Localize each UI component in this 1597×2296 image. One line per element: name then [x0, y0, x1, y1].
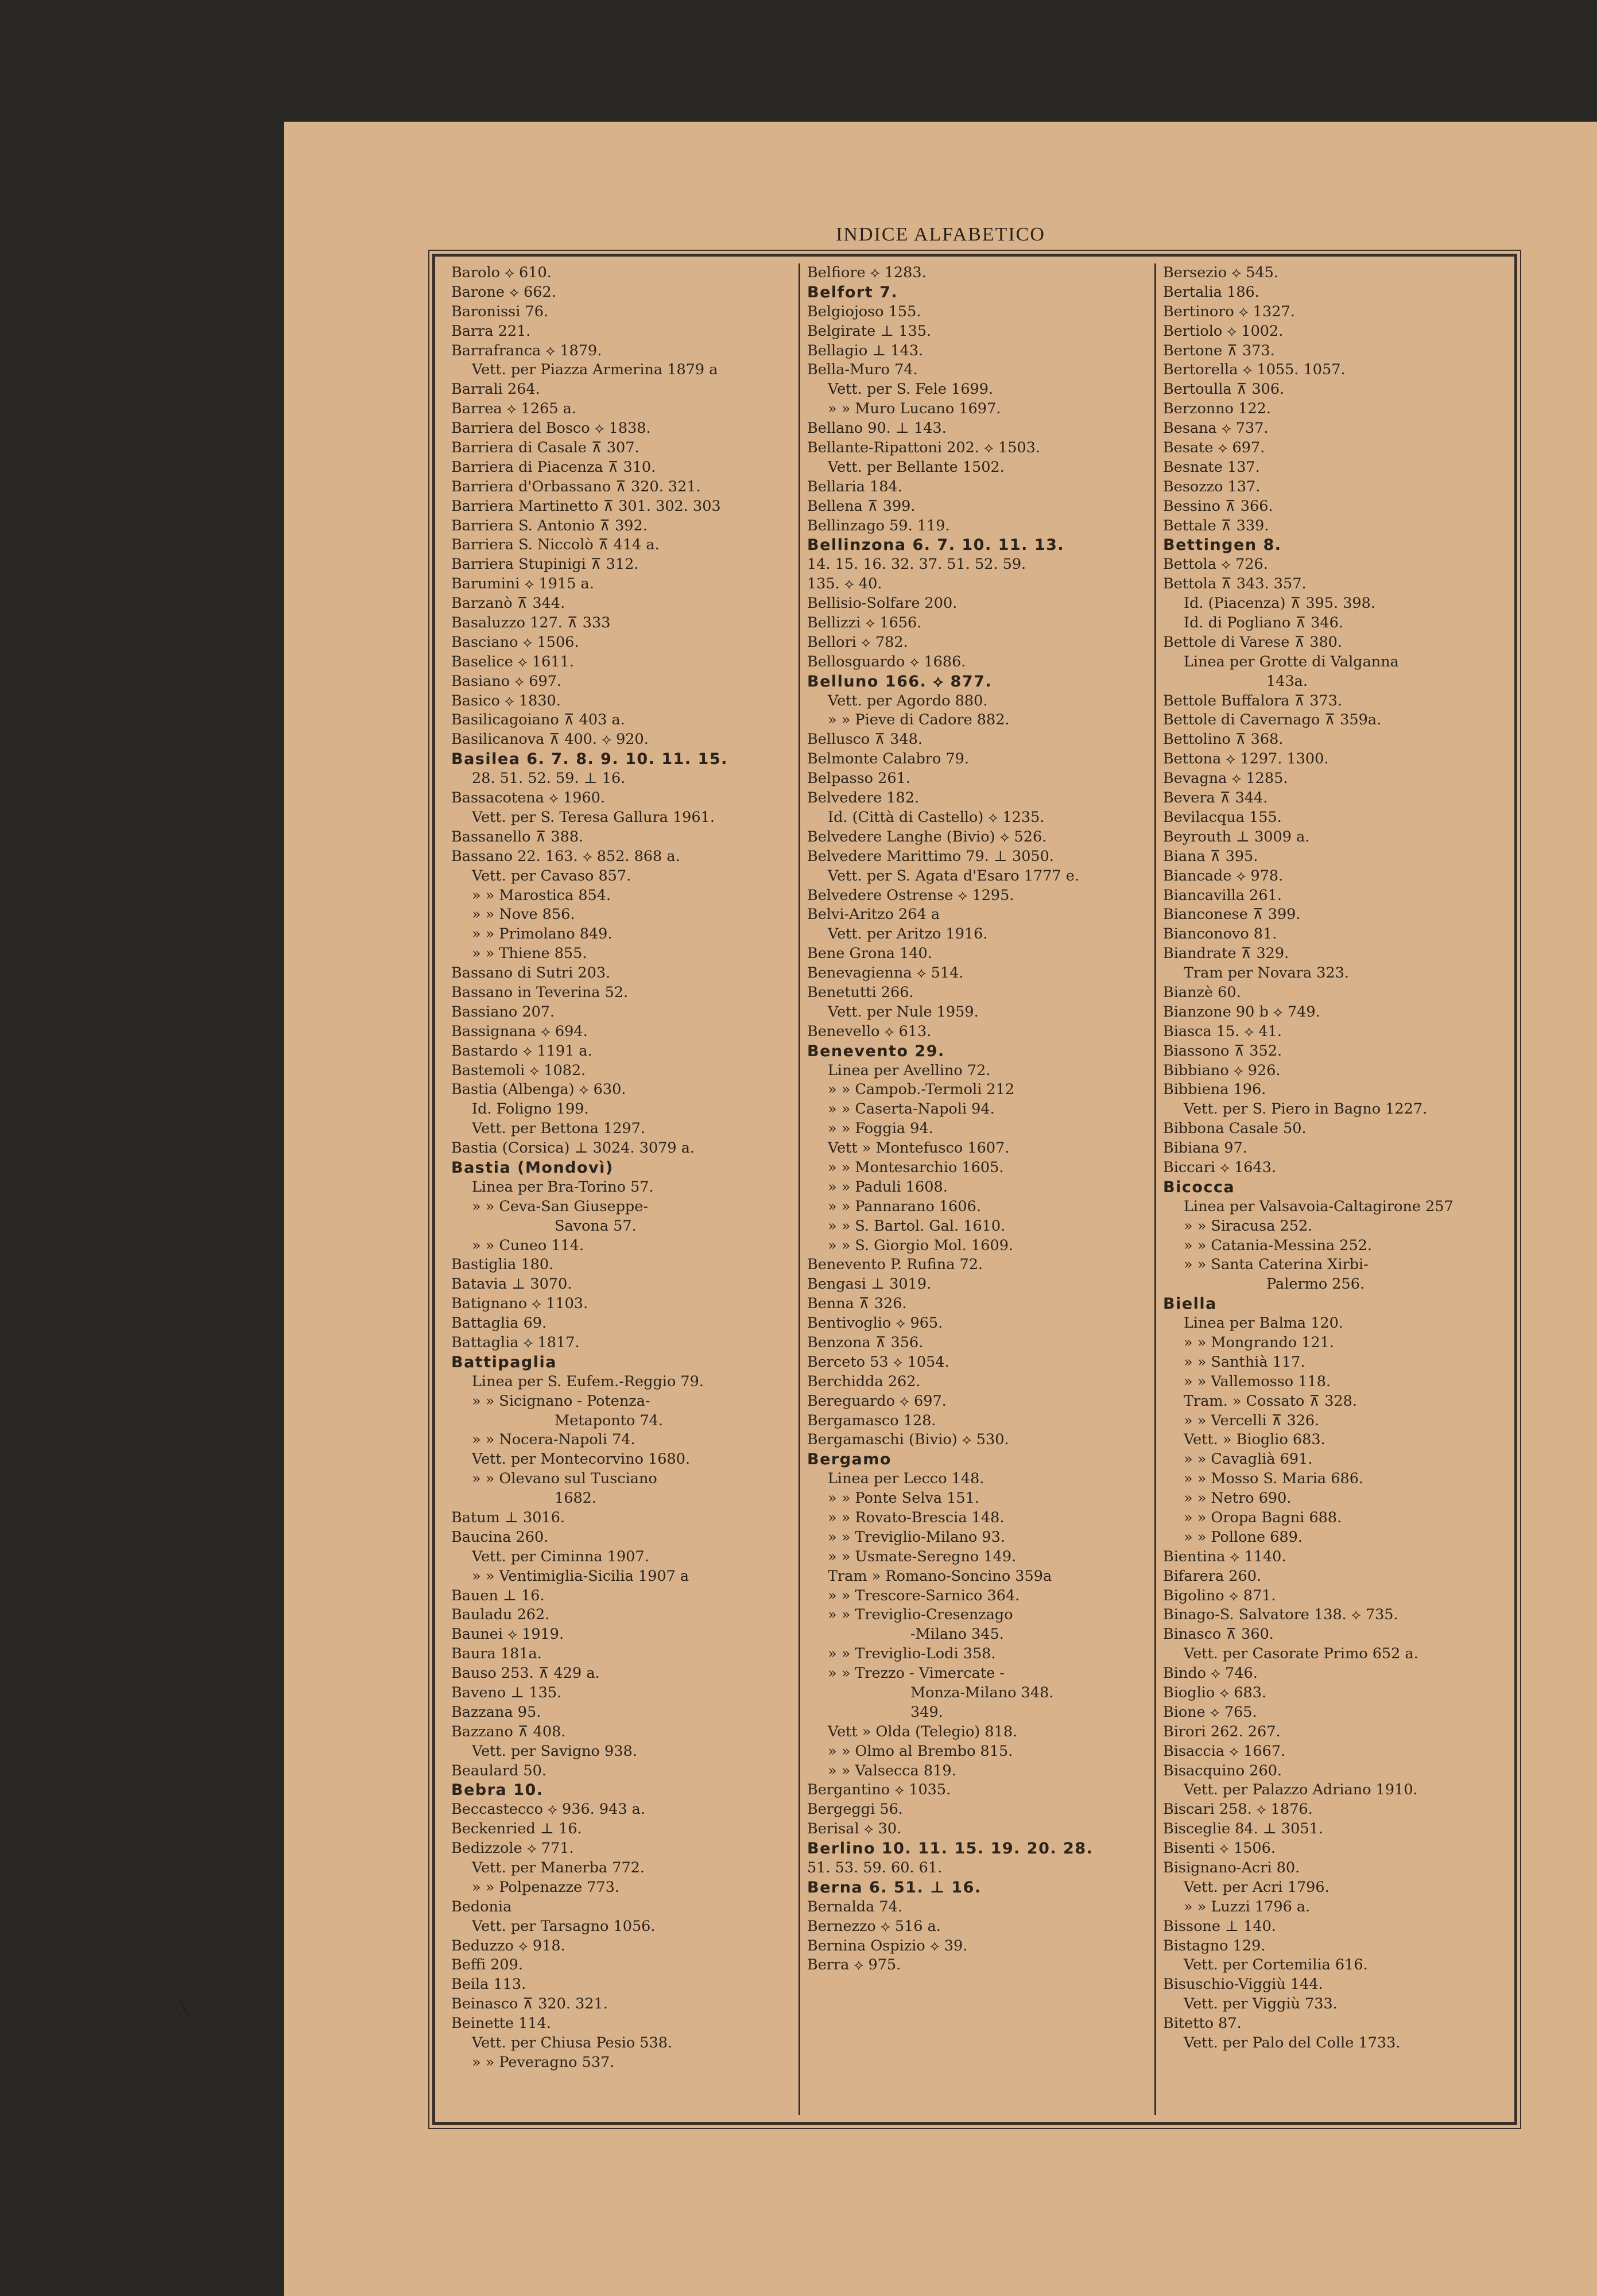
- index-entry: 349.: [910, 1703, 943, 1721]
- index-entry: Bella-Muro 74.: [807, 361, 918, 379]
- index-entry: » » Sicignano - Potenza-: [472, 1392, 650, 1410]
- index-entry: Biandrate ⊼ 329.: [1163, 945, 1289, 963]
- index-entry: Barriera del Bosco ⟡ 1838.: [451, 420, 651, 437]
- index-entry: Bellena ⊼ 399.: [807, 497, 916, 515]
- index-entry: Bifarera 260.: [1163, 1567, 1262, 1585]
- index-entry: » » Santa Caterina Xirbi-: [1184, 1256, 1369, 1274]
- index-entry: Benevello ⟡ 613.: [807, 1022, 932, 1040]
- index-entry: Bertoulla ⊼ 306.: [1163, 381, 1285, 398]
- index-entry: Berna 6. 51. ⊥ 16.: [807, 1878, 982, 1896]
- index-entry: Vett. per Bettona 1297.: [472, 1120, 645, 1138]
- index-entry: Bettola ⊼ 343. 357.: [1163, 575, 1307, 593]
- index-entry: Vett. per Agordo 880.: [828, 692, 988, 709]
- index-entry: » » Nocera-Napoli 74.: [472, 1431, 635, 1449]
- index-entry: Bertorella ⟡ 1055. 1057.: [1163, 361, 1346, 379]
- index-entry: Bevagna ⟡ 1285.: [1163, 770, 1288, 788]
- index-entry: 28. 51. 52. 59. ⊥ 16.: [472, 770, 626, 788]
- index-entry: Bedizzole ⟡ 771.: [451, 1840, 574, 1857]
- index-entry: Bissone ⊥ 140.: [1163, 1917, 1276, 1935]
- index-entry: Linea per Balma 120.: [1184, 1314, 1343, 1332]
- index-entry: Vett. per S. Piero in Bagno 1227.: [1184, 1100, 1428, 1118]
- index-entry: Barriera di Piacenza ⊼ 310.: [451, 458, 656, 476]
- column-divider: [1154, 263, 1156, 2115]
- index-entry: Vett. » Bioglio 683.: [1184, 1431, 1325, 1449]
- index-entry: Bevera ⊼ 344.: [1163, 789, 1268, 807]
- index-entry: Vett. per Nule 1959.: [828, 1003, 979, 1021]
- index-entry: Beyrouth ⊥ 3009 a.: [1163, 828, 1310, 846]
- index-entry: » » Oropa Bagni 688.: [1184, 1509, 1342, 1526]
- index-entry: Bentivoglio ⟡ 965.: [807, 1314, 943, 1332]
- index-entry: Linea per Valsavoia-Caltagirone 257: [1184, 1197, 1453, 1215]
- index-entry: » » Ponte Selva 151.: [828, 1490, 979, 1507]
- index-entry: Barrafranca ⟡ 1879.: [451, 342, 602, 359]
- index-entry: Bazzano ⊼ 408.: [451, 1723, 566, 1740]
- index-entry: Id. Foligno 199.: [472, 1100, 589, 1118]
- index-entry: » » Vercelli ⊼ 326.: [1184, 1411, 1320, 1429]
- index-entry: Vett. per S. Agata d'Esaro 1777 e.: [828, 867, 1079, 885]
- index-entry: Bettola ⟡ 726.: [1163, 556, 1268, 573]
- index-entry: Bettale ⊼ 339.: [1163, 517, 1269, 534]
- index-entry: Bianconovo 81.: [1163, 925, 1277, 943]
- index-entry: Bettole di Varese ⊼ 380.: [1163, 633, 1343, 651]
- index-entry: Vett. per Casorate Primo 652 a.: [1184, 1645, 1418, 1663]
- index-entry: Vett » Montefusco 1607.: [828, 1139, 1010, 1157]
- index-entry: 51. 53. 59. 60. 61.: [807, 1859, 943, 1877]
- index-entry: Bianzone 90 b ⟡ 749.: [1163, 1003, 1320, 1021]
- index-entry: Benevagienna ⟡ 514.: [807, 964, 964, 982]
- index-entry: Tram. » Cossato ⊼ 328.: [1184, 1392, 1357, 1410]
- index-entry: Bibbiano ⟡ 926.: [1163, 1061, 1281, 1079]
- index-entry: » » Netro 690.: [1184, 1490, 1292, 1507]
- index-entry: Bicocca: [1163, 1178, 1235, 1196]
- index-entry: » » Pieve di Cadore 882.: [828, 711, 1010, 729]
- index-entry: Bellisio-Solfare 200.: [807, 595, 958, 612]
- index-entry: Bertiolo ⟡ 1002.: [1163, 322, 1284, 340]
- index-entry: Linea per Bra-Torino 57.: [472, 1178, 654, 1196]
- index-entry: Bassignana ⟡ 694.: [451, 1022, 588, 1040]
- index-entry: » » Campob.-Termoli 212: [828, 1081, 1015, 1099]
- index-entry: Baucina 260.: [451, 1528, 549, 1546]
- index-entry: » » Usmate-Seregno 149.: [828, 1548, 1017, 1565]
- index-entry: Biana ⊼ 395.: [1163, 847, 1258, 865]
- index-entry: Bebra 10.: [451, 1781, 544, 1799]
- index-entry: Id. (Città di Castello) ⟡ 1235.: [828, 808, 1045, 826]
- index-entry: 14. 15. 16. 32. 37. 51. 52. 59.: [807, 556, 1026, 573]
- index-entry: Bettole Buffalora ⊼ 373.: [1163, 692, 1343, 709]
- index-entry: 135. ⟡ 40.: [807, 575, 882, 593]
- index-entry: Belpasso 261.: [807, 770, 910, 788]
- index-entry: Biccari ⟡ 1643.: [1163, 1158, 1277, 1176]
- index-entry: Id. di Pogliano ⊼ 346.: [1184, 614, 1343, 632]
- index-entry: Bellante-Ripattoni 202. ⟡ 1503.: [807, 439, 1040, 457]
- index-column-2: [807, 263, 1148, 2115]
- index-entry: Bastemoli ⟡ 1082.: [451, 1061, 586, 1079]
- index-entry: Benzona ⊼ 356.: [807, 1333, 924, 1351]
- index-entry: » » Marostica 854.: [472, 886, 611, 904]
- index-entry: Belluno 166. ⟡ 877.: [807, 672, 993, 691]
- index-entry: » » Vallemosso 118.: [1184, 1372, 1331, 1390]
- index-entry: » » Polpenazze 773.: [472, 1878, 619, 1896]
- index-entry: Bernezzo ⟡ 516 a.: [807, 1917, 941, 1935]
- index-entry: Barone ⟡ 662.: [451, 283, 556, 301]
- index-column-1: [451, 263, 792, 2115]
- index-entry: Batum ⊥ 3016.: [451, 1509, 565, 1526]
- index-entry: Bellaria 184.: [807, 478, 902, 495]
- index-entry: » » Montesarchio 1605.: [828, 1158, 1004, 1176]
- index-entry: Basaluzzo 127. ⊼ 333: [451, 614, 611, 632]
- index-entry: Bassacotena ⟡ 1960.: [451, 789, 605, 807]
- index-entry: Bazzana 95.: [451, 1703, 541, 1721]
- index-column-3: [1163, 263, 1504, 2115]
- index-entry: » » Ventimiglia-Sicilia 1907 a: [472, 1567, 689, 1585]
- index-entry: Bianconese ⊼ 399.: [1163, 906, 1301, 924]
- index-entry: Vett. per Tarsagno 1056.: [472, 1917, 656, 1935]
- index-entry: Berchidda 262.: [807, 1372, 921, 1390]
- index-entry: Vett. per Savigno 938.: [472, 1742, 637, 1760]
- index-entry: Belvi-Aritzo 264 a: [807, 906, 940, 924]
- index-entry: Bauladu 262.: [451, 1606, 550, 1624]
- index-entry: Bioglio ⟡ 683.: [1163, 1684, 1267, 1702]
- index-entry: » » Foggia 94.: [828, 1120, 933, 1138]
- index-entry: Barriera d'Orbassano ⊼ 320. 321.: [451, 478, 701, 495]
- index-entry: Vett. per Aritzo 1916.: [828, 925, 988, 943]
- index-entry: » » Catania-Messina 252.: [1184, 1236, 1373, 1254]
- index-entry: Bergamaschi (Bivio) ⟡ 530.: [807, 1431, 1009, 1449]
- index-entry: Vett. per Ciminna 1907.: [472, 1548, 649, 1565]
- index-entry: Bigolino ⟡ 871.: [1163, 1587, 1276, 1604]
- index-entry: Bellori ⟡ 782.: [807, 633, 908, 651]
- index-entry: » » Valsecca 819.: [828, 1762, 956, 1779]
- index-entry: Bibbiena 196.: [1163, 1081, 1266, 1099]
- index-entry: » » Peveragno 537.: [472, 2053, 615, 2071]
- index-entry: Bisaccia ⟡ 1667.: [1163, 1742, 1286, 1760]
- index-entry: » » Trezzo - Vimercate -: [828, 1665, 1005, 1682]
- index-entry: Bessino ⊼ 366.: [1163, 497, 1273, 515]
- index-entry: Bibbona Casale 50.: [1163, 1120, 1307, 1138]
- index-entry: Berisal ⟡ 30.: [807, 1820, 902, 1838]
- column-divider: [798, 263, 800, 2115]
- index-entry: Monza-Milano 348.: [910, 1684, 1054, 1702]
- index-entry: Bellosguardo ⟡ 1686.: [807, 653, 966, 670]
- index-entry: » » Caserta-Napoli 94.: [828, 1100, 995, 1118]
- book-page: [284, 122, 1597, 2296]
- index-entry: Vett. per Viggiù 733.: [1184, 1995, 1338, 2013]
- index-entry: Savona 57.: [555, 1217, 637, 1235]
- index-entry: Benevento P. Rufina 72.: [807, 1256, 983, 1274]
- index-entry: Bastardo ⟡ 1191 a.: [451, 1042, 592, 1060]
- index-entry: Bastia (Corsica) ⊥ 3024. 3079 a.: [451, 1139, 695, 1157]
- index-entry: Bellinzona 6. 7. 10. 11. 13.: [807, 536, 1065, 554]
- index-entry: » » S. Giorgio Mol. 1609.: [828, 1236, 1014, 1254]
- index-entry: Biella: [1163, 1295, 1217, 1313]
- index-entry: Bernalda 74.: [807, 1898, 902, 1915]
- index-entry: 143a.: [1266, 672, 1308, 690]
- index-entry: Basilea 6. 7. 8. 9. 10. 11. 15.: [451, 750, 728, 769]
- index-entry: Bione ⟡ 765.: [1163, 1703, 1257, 1721]
- index-entry: Bauso 253. ⊼ 429 a.: [451, 1665, 600, 1682]
- index-entry: Barriera S. Antonio ⊼ 392.: [451, 517, 648, 534]
- index-entry: Binago-S. Salvatore 138. ⟡ 735.: [1163, 1606, 1398, 1624]
- index-entry: » » Siracusa 252.: [1184, 1217, 1313, 1235]
- index-entry: Beduzzo ⟡ 918.: [451, 1937, 565, 1954]
- index-entry: Belvedere Marittimo 79. ⊥ 3050.: [807, 847, 1054, 865]
- index-entry: » » Olevano sul Tusciano: [472, 1470, 657, 1488]
- index-entry: Vett. per Chiusa Pesio 538.: [472, 2034, 673, 2052]
- index-entry: Linea per Grotte di Valganna: [1184, 653, 1399, 670]
- footer-mark: X: [177, 1998, 192, 2021]
- index-entry: Baveno ⊥ 135.: [451, 1684, 562, 1702]
- index-entry: Benevento 29.: [807, 1042, 945, 1060]
- index-entry: Besozzo 137.: [1163, 478, 1261, 495]
- index-entry: » » Ceva-San Giuseppe-: [472, 1197, 648, 1215]
- index-entry: Bassano in Teverina 52.: [451, 983, 629, 1001]
- index-entry: Bellizzi ⟡ 1656.: [807, 614, 922, 632]
- index-entry: Bergeggi 56.: [807, 1801, 903, 1818]
- index-entry: Linea per S. Eufem.-Reggio 79.: [472, 1372, 704, 1390]
- index-entry: Bellano 90. ⊥ 143.: [807, 420, 947, 437]
- index-entry: Tram per Novara 323.: [1184, 964, 1349, 982]
- index-entry: Barriera di Casale ⊼ 307.: [451, 439, 639, 457]
- index-entry: Belfiore ⟡ 1283.: [807, 264, 927, 281]
- index-entry: Vett. per Manerba 772.: [472, 1859, 645, 1877]
- index-entry: Berlino 10. 11. 15. 19. 20. 28.: [807, 1840, 1094, 1858]
- index-entry: Basiano ⟡ 697.: [451, 672, 562, 690]
- index-entry: Baunei ⟡ 1919.: [451, 1626, 564, 1643]
- index-entry: Biancade ⟡ 978.: [1163, 867, 1284, 885]
- index-entry: Bene Grona 140.: [807, 945, 932, 963]
- index-entry: » » Pollone 689.: [1184, 1528, 1303, 1546]
- index-entry: Vett. per Palo del Colle 1733.: [1184, 2034, 1401, 2052]
- index-entry: Palermo 256.: [1266, 1275, 1365, 1293]
- index-entry: Beckenried ⊥ 16.: [451, 1820, 582, 1838]
- index-entry: Bellusco ⊼ 348.: [807, 731, 922, 748]
- index-entry: Vett. per Cortemilia 616.: [1184, 1956, 1368, 1974]
- index-entry: Bisignano-Acri 80.: [1163, 1859, 1300, 1877]
- index-entry: Baura 181a.: [451, 1645, 542, 1663]
- index-entry: Biancavilla 261.: [1163, 886, 1282, 904]
- index-entry: Bassano di Sutri 203.: [451, 964, 611, 982]
- index-entry: » » Mongrando 121.: [1184, 1333, 1334, 1351]
- index-entry: Bettona ⟡ 1297. 1300.: [1163, 750, 1329, 768]
- index-entry: Beinette 114.: [451, 2015, 551, 2033]
- index-entry: Barrea ⟡ 1265 a.: [451, 400, 576, 418]
- index-entry: -Milano 345.: [910, 1626, 1004, 1643]
- index-entry: » » Cavaglià 691.: [1184, 1450, 1313, 1468]
- index-entry: Belfort 7.: [807, 283, 898, 301]
- index-entry: Linea per Avellino 72.: [828, 1061, 991, 1079]
- index-entry: Batavia ⊥ 3070.: [451, 1275, 572, 1293]
- index-entry: Berra ⟡ 975.: [807, 1956, 901, 1974]
- index-entry: Bergamasco 128.: [807, 1411, 936, 1429]
- index-entry: Bassano 22. 163. ⟡ 852. 868 a.: [451, 847, 680, 865]
- index-entry: Vett. per Acri 1796.: [1184, 1878, 1329, 1896]
- index-entry: Battaglia 69.: [451, 1314, 547, 1332]
- index-entry: » » Pannarano 1606.: [828, 1197, 981, 1215]
- index-entry: Bastiglia 180.: [451, 1256, 554, 1274]
- index-entry: Berzonno 122.: [1163, 400, 1271, 418]
- index-entry: Bereguardo ⟡ 697.: [807, 1392, 947, 1410]
- index-entry: Batignano ⟡ 1103.: [451, 1295, 588, 1313]
- index-entry: » » S. Bartol. Gal. 1610.: [828, 1217, 1006, 1235]
- index-entry: Bertinoro ⟡ 1327.: [1163, 302, 1295, 320]
- index-entry: Vett. per Palazzo Adriano 1910.: [1184, 1781, 1418, 1799]
- index-entry: Beffi 209.: [451, 1956, 523, 1974]
- index-entry: Battipaglia: [451, 1353, 557, 1371]
- index-entry: Besate ⟡ 697.: [1163, 439, 1265, 457]
- index-entry: Besana ⟡ 737.: [1163, 420, 1269, 437]
- index-entry: Bianzè 60.: [1163, 983, 1241, 1001]
- index-entry: » » Nove 856.: [472, 906, 575, 924]
- index-entry: Bastia (Albenga) ⟡ 630.: [451, 1081, 626, 1099]
- index-entry: Benna ⊼ 326.: [807, 1295, 907, 1313]
- index-entry: Baselice ⟡ 1611.: [451, 653, 574, 670]
- index-entry: » » Treviglio-Lodi 358.: [828, 1645, 996, 1663]
- index-entry: Baronissi 76.: [451, 302, 549, 320]
- index-entry: » » Primolano 849.: [472, 925, 613, 943]
- page-header: INDICE ALFABETICO: [836, 224, 1045, 245]
- index-entry: Birori 262. 267.: [1163, 1723, 1281, 1740]
- index-entry: Bastia (Mondovì): [451, 1158, 614, 1177]
- index-entry: Battaglia ⟡ 1817.: [451, 1333, 580, 1351]
- index-entry: 1682.: [555, 1490, 597, 1507]
- index-entry: Belgirate ⊥ 135.: [807, 322, 932, 340]
- index-entry: Barumini ⟡ 1915 a.: [451, 575, 594, 593]
- index-entry: Bellagio ⊥ 143.: [807, 342, 924, 359]
- index-entry: Barra 221.: [451, 322, 531, 340]
- index-entry: Vett. per Montecorvino 1680.: [472, 1450, 691, 1468]
- index-entry: Id. (Piacenza) ⊼ 395. 398.: [1184, 595, 1375, 612]
- index-entry: Bientina ⟡ 1140.: [1163, 1548, 1286, 1565]
- index-entry: » » Cuneo 114.: [472, 1236, 584, 1254]
- index-entry: » » Olmo al Brembo 815.: [828, 1742, 1013, 1760]
- index-entry: Besnate 137.: [1163, 458, 1260, 476]
- index-entry: Bevilacqua 155.: [1163, 808, 1282, 826]
- index-entry: Belvedere Ostrense ⟡ 1295.: [807, 886, 1014, 904]
- index-entry: Vett. per Piazza Armerina 1879 a: [472, 361, 718, 379]
- index-entry: » » Treviglio-Milano 93.: [828, 1528, 1005, 1546]
- index-entry: Vett. per Bellante 1502.: [828, 458, 1005, 476]
- index-entry: Bauen ⊥ 16.: [451, 1587, 545, 1604]
- index-entry: Bisacquino 260.: [1163, 1762, 1282, 1779]
- index-entry: Beaulard 50.: [451, 1762, 546, 1779]
- index-entry: Linea per Lecco 148.: [828, 1470, 984, 1488]
- index-entry: Basico ⟡ 1830.: [451, 692, 561, 709]
- index-entry: Vett. per Cavaso 857.: [472, 867, 631, 885]
- index-entry: Benetutti 266.: [807, 983, 914, 1001]
- index-entry: Bibiana 97.: [1163, 1139, 1247, 1157]
- index-entry: Bisuschio-Viggiù 144.: [1163, 1976, 1323, 1994]
- index-entry: Basciano ⟡ 1506.: [451, 633, 579, 651]
- index-entry: Barrali 264.: [451, 381, 540, 398]
- index-entry: » » Paduli 1608.: [828, 1178, 948, 1196]
- index-entry: Belgiojoso 155.: [807, 302, 921, 320]
- index-entry: Bisenti ⟡ 1506.: [1163, 1840, 1276, 1857]
- index-entry: » » Mosso S. Maria 686.: [1184, 1470, 1364, 1488]
- index-entry: Barolo ⟡ 610.: [451, 264, 552, 281]
- index-entry: Bettole di Cavernago ⊼ 359a.: [1163, 711, 1382, 729]
- index-entry: Vett » Olda (Telegio) 818.: [828, 1723, 1018, 1740]
- index-entry: Bergantino ⟡ 1035.: [807, 1781, 951, 1799]
- index-entry: Beccastecco ⟡ 936. 943 a.: [451, 1801, 645, 1818]
- index-entry: Berceto 53 ⟡ 1054.: [807, 1353, 949, 1371]
- index-entry: » » Thiene 855.: [472, 945, 587, 963]
- index-entry: Binasco ⊼ 360.: [1163, 1626, 1274, 1643]
- index-entry: Bettolino ⊼ 368.: [1163, 731, 1284, 748]
- index-entry: Vett. per S. Fele 1699.: [828, 381, 994, 398]
- index-entry: Bisceglie 84. ⊥ 3051.: [1163, 1820, 1323, 1838]
- index-entry: Basilicagoiano ⊼ 403 a.: [451, 711, 625, 729]
- index-frame: [432, 254, 1517, 2125]
- index-entry: Bertalia 186.: [1163, 283, 1259, 301]
- index-entry: » » Rovato-Brescia 148.: [828, 1509, 1005, 1526]
- index-entry: Barzanò ⊼ 344.: [451, 595, 565, 612]
- index-entry: Barriera Martinetto ⊼ 301. 302. 303: [451, 497, 721, 515]
- index-entry: Bitetto 87.: [1163, 2015, 1242, 2033]
- index-entry: Biscari 258. ⟡ 1876.: [1163, 1801, 1313, 1818]
- index-entry: Metaponto 74.: [555, 1411, 664, 1429]
- index-entry: Belvedere Langhe (Bivio) ⟡ 526.: [807, 828, 1047, 846]
- index-entry: Bellinzago 59. 119.: [807, 517, 950, 534]
- index-entry: Beila 113.: [451, 1976, 526, 1994]
- index-entry: Barriera S. Niccolò ⊼ 414 a.: [451, 536, 660, 554]
- index-entry: » » Luzzi 1796 a.: [1184, 1898, 1311, 1915]
- index-entry: Barriera Stupinigi ⊼ 312.: [451, 556, 639, 573]
- index-entry: Bindo ⟡ 746.: [1163, 1665, 1258, 1682]
- index-entry: Tram » Romano-Soncino 359a: [828, 1567, 1052, 1585]
- index-entry: Beinasco ⊼ 320. 321.: [451, 1995, 608, 2013]
- index-entry: Biasca 15. ⟡ 41.: [1163, 1022, 1282, 1040]
- index-entry: Bersezio ⟡ 545.: [1163, 264, 1278, 281]
- index-entry: » » Trescore-Sarnico 364.: [828, 1587, 1020, 1604]
- index-entry: Bassanello ⊼ 388.: [451, 828, 584, 846]
- index-entry: Bernina Ospizio ⟡ 39.: [807, 1937, 968, 1954]
- index-entry: Bergamo: [807, 1450, 891, 1469]
- index-entry: Bedonia: [451, 1898, 512, 1915]
- index-entry: Bistagno 129.: [1163, 1937, 1266, 1954]
- index-entry: Bettingen 8.: [1163, 536, 1282, 554]
- index-entry: Bengasi ⊥ 3019.: [807, 1275, 932, 1293]
- index-entry: Vett. per S. Teresa Gallura 1961.: [472, 808, 715, 826]
- index-entry: » » Muro Lucano 1697.: [828, 400, 1001, 418]
- index-entry: » » Santhià 117.: [1184, 1353, 1305, 1371]
- index-entry: Belmonte Calabro 79.: [807, 750, 969, 768]
- index-entry: Biassono ⊼ 352.: [1163, 1042, 1282, 1060]
- index-entry: Bertone ⊼ 373.: [1163, 342, 1275, 359]
- index-entry: » » Treviglio-Cresenzago: [828, 1606, 1013, 1624]
- index-entry: Basilicanova ⊼ 400. ⟡ 920.: [451, 731, 649, 748]
- index-entry: Belvedere 182.: [807, 789, 920, 807]
- index-entry: Bassiano 207.: [451, 1003, 555, 1021]
